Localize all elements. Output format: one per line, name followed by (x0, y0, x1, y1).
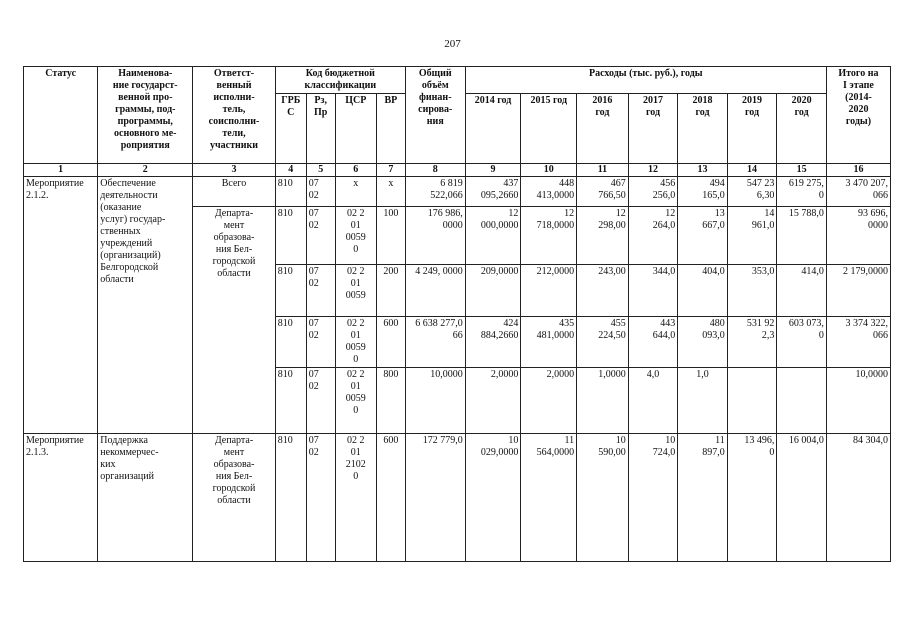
col-number: 16 (826, 164, 890, 177)
name-cell: Обеспечение деятельности (оказание услуг) государ- ственных учреждений (организаций) Белгородской области (98, 177, 193, 434)
y2020-cell: 16 004,0 (777, 434, 827, 562)
y2016-cell: 12 298,00 (577, 207, 629, 265)
csr-cell: 02 2 01 0059 0 (335, 207, 376, 265)
vr-cell: 800 (376, 368, 405, 434)
y2015-cell: 11 564,0000 (521, 434, 577, 562)
col-number: 7 (376, 164, 405, 177)
y2014-cell: 437 095,2660 (465, 177, 521, 207)
y2017-cell: 4,0 (628, 368, 678, 434)
y2018-cell: 11 897,0 (678, 434, 728, 562)
header-2014: 2014 год (465, 94, 521, 164)
total-cell: 176 986, 0000 (405, 207, 465, 265)
y2019-cell: 353,0 (727, 265, 777, 317)
header-2015: 2015 год (521, 94, 577, 164)
grbs-cell: 810 (275, 434, 306, 562)
rzpr-cell: 07 02 (306, 177, 335, 207)
y2015-cell: 448 413,0000 (521, 177, 577, 207)
budget-table (23, 66, 891, 562)
header-responsible: Ответст- венный исполни- тель, соисполни- тели, участники (193, 67, 276, 164)
header-grbs: ГРБ С (275, 94, 306, 164)
rzpr-cell: 07 02 (306, 265, 335, 317)
y2015-cell: 2,0000 (521, 368, 577, 434)
status-cell: Мероприятие 2.1.3. (24, 434, 98, 562)
col-number: 15 (777, 164, 827, 177)
col-number: 6 (335, 164, 376, 177)
y2016-cell: 455 224,50 (577, 317, 629, 368)
col-number: 8 (405, 164, 465, 177)
vr-cell: 600 (376, 434, 405, 562)
y2019-cell: 13 496, 0 (727, 434, 777, 562)
header-rzpr: Рз, Пр (306, 94, 335, 164)
col-number: 13 (678, 164, 728, 177)
total-cell: 172 779,0 (405, 434, 465, 562)
header-status: Статус (24, 67, 98, 164)
y2020-cell: 414,0 (777, 265, 827, 317)
y2014-cell: 10 029,0000 (465, 434, 521, 562)
total-cell: 10,0000 (405, 368, 465, 434)
table-row (24, 434, 891, 562)
y2016-cell: 1,0000 (577, 368, 629, 434)
col-number: 11 (577, 164, 629, 177)
grbs-cell: 810 (275, 368, 306, 434)
vr-cell: 200 (376, 265, 405, 317)
y2014-cell: 424 884,2660 (465, 317, 521, 368)
vr-cell: х (376, 177, 405, 207)
y2018-cell: 494 165,0 (678, 177, 728, 207)
page-number: 207 (444, 38, 461, 50)
header-2019: 2019 год (727, 94, 777, 164)
col-number: 5 (306, 164, 335, 177)
stage-total-cell: 84 304,0 (826, 434, 890, 562)
y2016-cell: 467 766,50 (577, 177, 629, 207)
y2016-cell: 10 590,00 (577, 434, 629, 562)
csr-cell: 02 2 01 0059 (335, 265, 376, 317)
col-number: 3 (193, 164, 276, 177)
y2018-cell: 404,0 (678, 265, 728, 317)
y2018-cell: 480 093,0 (678, 317, 728, 368)
y2019-cell (727, 368, 777, 434)
total-cell: 4 249, 0000 (405, 265, 465, 317)
y2017-cell: 344,0 (628, 265, 678, 317)
y2015-cell: 212,0000 (521, 265, 577, 317)
csr-cell: 02 2 01 2102 0 (335, 434, 376, 562)
col-number: 1 (24, 164, 98, 177)
y2015-cell: 12 718,0000 (521, 207, 577, 265)
stage-total-cell: 2 179,0000 (826, 265, 890, 317)
column-numbers-row (24, 164, 891, 177)
header-2017: 2017 год (628, 94, 678, 164)
y2014-cell: 209,0000 (465, 265, 521, 317)
y2014-cell: 12 000,0000 (465, 207, 521, 265)
y2020-cell: 603 073, 0 (777, 317, 827, 368)
header-total: Общий объём финан- сирова- ния (405, 67, 465, 164)
header-2018: 2018 год (678, 94, 728, 164)
col-number: 9 (465, 164, 521, 177)
table-row (24, 177, 891, 207)
y2014-cell: 2,0000 (465, 368, 521, 434)
rzpr-cell: 07 02 (306, 317, 335, 368)
responsible-cell: Всего (193, 177, 276, 207)
csr-cell: 02 2 01 0059 0 (335, 368, 376, 434)
y2020-cell (777, 368, 827, 434)
vr-cell: 100 (376, 207, 405, 265)
col-number: 4 (275, 164, 306, 177)
rzpr-cell: 07 02 (306, 434, 335, 562)
col-number: 14 (727, 164, 777, 177)
rzpr-cell: 07 02 (306, 368, 335, 434)
stage-total-cell: 3 374 322, 066 (826, 317, 890, 368)
status-cell: Мероприятие 2.1.2. (24, 177, 98, 434)
name-cell: Поддержка некоммерчес- ких организаций (98, 434, 193, 562)
stage-total-cell: 10,0000 (826, 368, 890, 434)
y2018-cell: 1,0 (678, 368, 728, 434)
grbs-cell: 810 (275, 207, 306, 265)
total-cell: 6 638 277,0 66 (405, 317, 465, 368)
y2020-cell: 619 275, 0 (777, 177, 827, 207)
y2015-cell: 435 481,0000 (521, 317, 577, 368)
y2017-cell: 443 644,0 (628, 317, 678, 368)
rzpr-cell: 07 02 (306, 207, 335, 265)
stage-total-cell: 3 470 207, 066 (826, 177, 890, 207)
stage-total-cell: 93 696, 0000 (826, 207, 890, 265)
col-number: 2 (98, 164, 193, 177)
y2016-cell: 243,00 (577, 265, 629, 317)
header-expenses: Расходы (тыс. руб.), годы (465, 67, 826, 94)
y2017-cell: 12 264,0 (628, 207, 678, 265)
responsible-cell: Департа- мент образова- ния Бел- городской области (193, 207, 276, 434)
total-cell: 6 819 522,066 (405, 177, 465, 207)
header-stage-total: Итого на I этапе (2014- 2020 годы) (826, 67, 890, 164)
header-budget-code: Код бюджетной классификации (275, 67, 405, 94)
col-number: 10 (521, 164, 577, 177)
y2018-cell: 13 667,0 (678, 207, 728, 265)
header-name: Наименова- ние государст- венной про- граммы, под- программы, основного ме- роприятия (98, 67, 193, 164)
col-number: 12 (628, 164, 678, 177)
header-vr: ВР (376, 94, 405, 164)
vr-cell: 600 (376, 317, 405, 368)
header-csr: ЦСР (335, 94, 376, 164)
header-2016: 2016 год (577, 94, 629, 164)
csr-cell: х (335, 177, 376, 207)
grbs-cell: 810 (275, 317, 306, 368)
responsible-cell: Департа- мент образова- ния Бел- городской области (193, 434, 276, 562)
grbs-cell: 810 (275, 177, 306, 207)
y2019-cell: 14 961,0 (727, 207, 777, 265)
csr-cell: 02 2 01 0059 0 (335, 317, 376, 368)
y2019-cell: 531 92 2,3 (727, 317, 777, 368)
header-2020: 2020 год (777, 94, 827, 164)
grbs-cell: 810 (275, 265, 306, 317)
y2017-cell: 456 256,0 (628, 177, 678, 207)
y2017-cell: 10 724,0 (628, 434, 678, 562)
y2020-cell: 15 788,0 (777, 207, 827, 265)
y2019-cell: 547 23 6,30 (727, 177, 777, 207)
